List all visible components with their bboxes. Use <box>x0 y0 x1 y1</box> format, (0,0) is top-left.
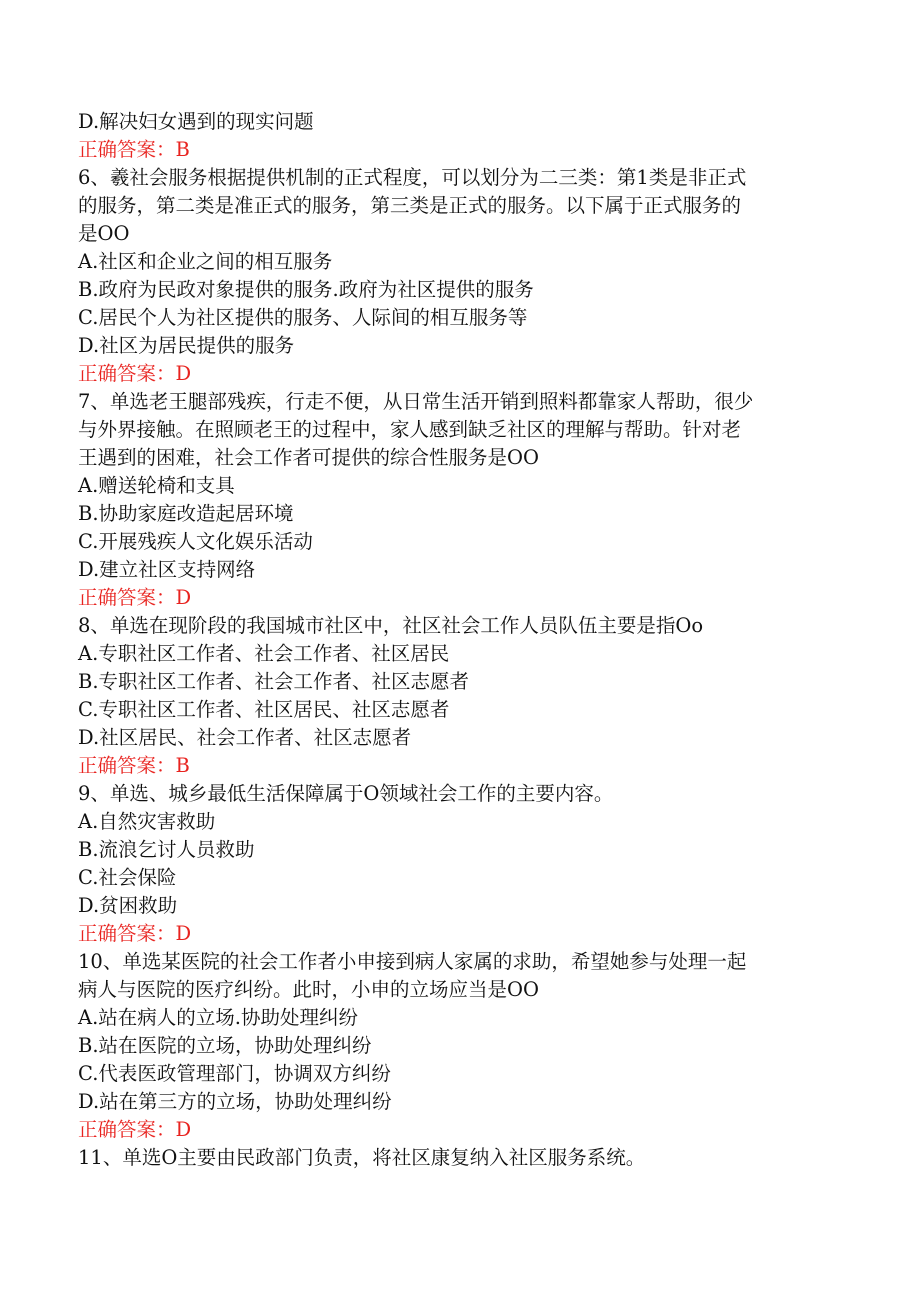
question-text-line: 9、单选、城乡最低生活保障属于O领域社会工作的主要内容。 <box>78 782 614 805</box>
answer-line: 正确答案：B <box>78 138 190 161</box>
option-line: A.站在病人的立场.协助处理纠纷 <box>78 1006 358 1029</box>
question-text-line: 是OO <box>78 222 130 245</box>
option-line: D.社区为居民提供的服务 <box>78 334 295 357</box>
question-text-line: 与外界接触。在照顾老王的过程中，家人感到缺乏社区的理解与帮助。针对老 <box>78 418 742 441</box>
document-page <box>78 108 848 1172</box>
option-line: D.建立社区支持网络 <box>78 558 256 581</box>
option-line: A.社区和企业之间的相互服务 <box>78 250 333 273</box>
question-block <box>78 612 848 780</box>
question-line: 11、单选O主要由民政部门负责，将社区康复纳入社区服务系统。 <box>78 1146 646 1169</box>
option-line: C.开展残疾人文化娱乐活动 <box>78 530 313 553</box>
question-block <box>78 164 848 388</box>
question-text-line: 10、单选某医院的社会工作者小申接到病人家属的求助，希望她参与处理一起 <box>78 950 747 973</box>
option-line: B.流浪乞讨人员救助 <box>78 838 255 861</box>
answer-line: 正确答案：D <box>78 922 192 945</box>
question-text-line: 王遇到的困难，社会工作者可提供的综合性服务是OO <box>78 446 539 469</box>
answer-line: 正确答案：D <box>78 1118 192 1141</box>
answer-line: 正确答案：D <box>78 362 192 385</box>
option-line: A.专职社区工作者、社会工作者、社区居民 <box>78 642 450 665</box>
option-line: A.赠送轮椅和支具 <box>78 474 235 497</box>
option-line: D.贫困救助 <box>78 894 178 917</box>
question-text-line: 病人与医院的医疗纠纷。此时，小申的立场应当是OO <box>78 978 539 1001</box>
option-line: B.专职社区工作者、社会工作者、社区志愿者 <box>78 670 470 693</box>
option-line: C.代表医政管理部门，协调双方纠纷 <box>78 1062 391 1085</box>
option-line: C.社会保险 <box>78 866 177 889</box>
option-line: B.站在医院的立场，协助处理纠纷 <box>78 1034 372 1057</box>
option-line: C.居民个人为社区提供的服务、人际间的相互服务等 <box>78 306 528 329</box>
answer-line: 正确答案：B <box>78 754 190 777</box>
question-block <box>78 388 848 612</box>
question-text-line: 8、单选在现阶段的我国城市社区中，社区社会工作人员队伍主要是指Oo <box>78 614 704 637</box>
answer-line: 正确答案：D <box>78 586 192 609</box>
option-line: A.自然灾害救助 <box>78 810 216 833</box>
question-text-line: 7、单选老王腿部残疾，行走不便，从日常生活开销到照料都靠家人帮助，很少 <box>78 390 754 413</box>
option-line: D.社区居民、社会工作者、社区志愿者 <box>78 726 412 749</box>
option-line: D.解决妇女遇到的现实问题 <box>78 110 314 133</box>
question-block <box>78 948 848 1144</box>
option-line: B.政府为民政对象提供的服务.政府为社区提供的服务 <box>78 278 534 301</box>
question-text-line: 的服务，第二类是准正式的服务，第三类是正式的服务。以下属于正式服务的 <box>78 194 742 217</box>
question-block <box>78 780 848 948</box>
option-line: C.专职社区工作者、社区居民、社区志愿者 <box>78 698 450 721</box>
question-list <box>78 164 848 1144</box>
option-line: B.协助家庭改造起居环境 <box>78 502 294 525</box>
option-line: D.站在第三方的立场，协助处理纠纷 <box>78 1090 392 1113</box>
question-text-line: 6、羲社会服务根据提供机制的正式程度，可以划分为二三类：第1类是非正式 <box>78 166 747 189</box>
